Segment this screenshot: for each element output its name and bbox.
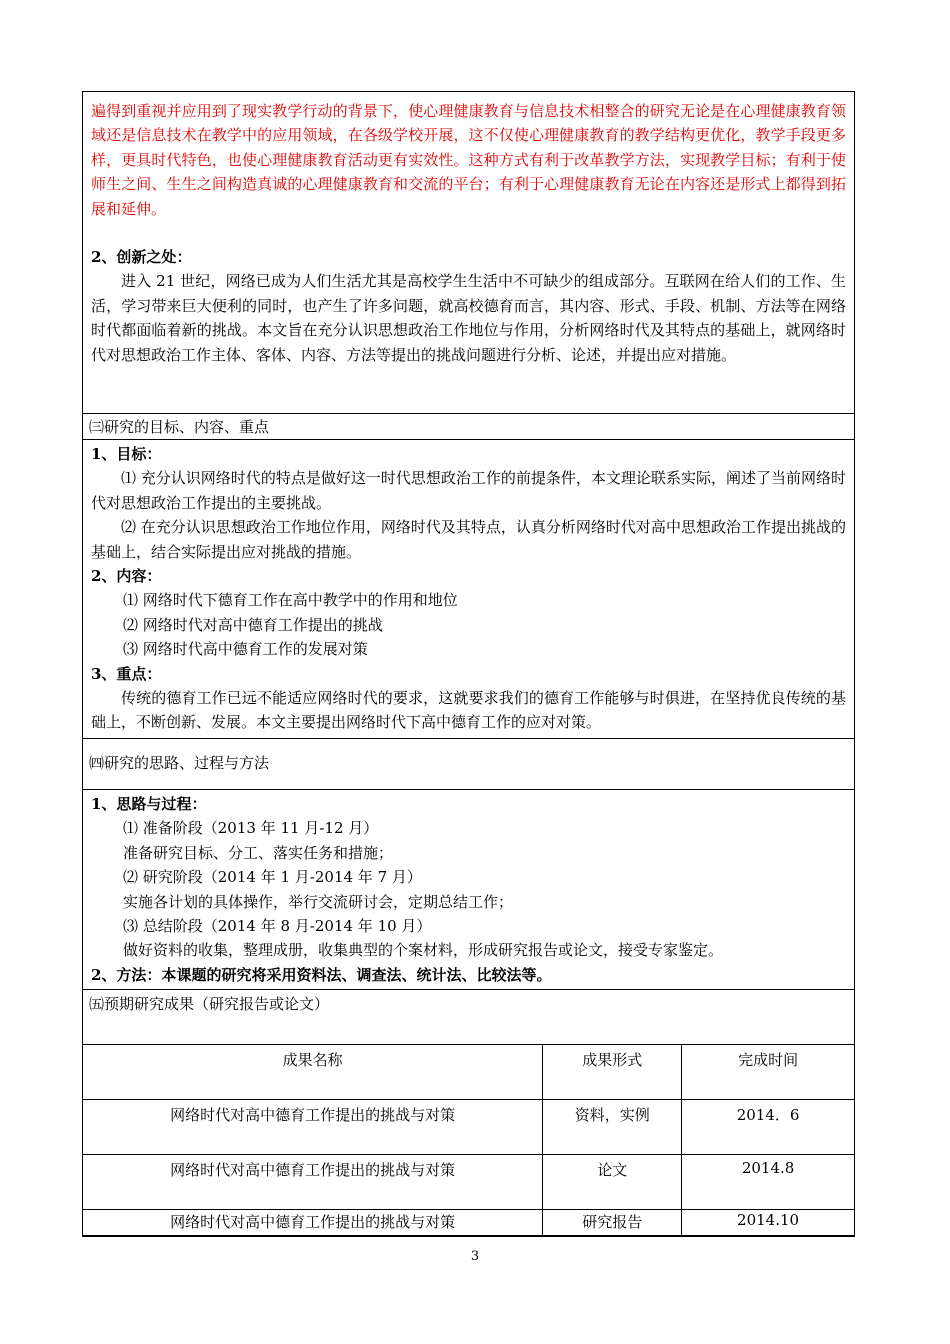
- table-header-row: [83, 1045, 855, 1100]
- innovation-heading: 2、创新之处：: [91, 248, 192, 267]
- process-step: ⑵ 研究阶段（2014 年 1 月-2014 年 7 月）: [123, 868, 422, 887]
- header-cell: 成果形式: [543, 1045, 682, 1100]
- application-form-table: [82, 91, 855, 1236]
- goal-heading: 1、目标：: [91, 445, 162, 463]
- section-5-title-cell: [83, 990, 854, 1045]
- intro-paragraph: 遍得到重视并应用到了现实教学行动的背景下，使心理健康教育与信息技术相整合的研究无论是在心理健康教育领域还是信息技术在教学中的应用领域，在各级学校开展，这不仅使心理健康教育的教学结构更优化，教学手段更多样，更具时代特色，也使心理健康教育活动更有实效性。这种方式有利于改革教学方法，实现教学目标；有利于使师生之间、生生之间构造真诚的心理健康教育和交流的平台；有利于心理健康教育无论在内容还是形式上都得到拓展和延伸。: [91, 102, 846, 218]
- result-form-cell: 论文: [543, 1155, 682, 1210]
- table-row: [83, 1210, 855, 1237]
- process-step: 做好资料的收集，整理成册，收集典型的个案材料，形成研究报告或论文，接受专家鉴定。: [123, 941, 724, 960]
- content-item: ⑵ 网络时代对高中德育工作提出的挑战: [123, 615, 383, 634]
- table-row: [83, 1155, 855, 1210]
- innovation-body: 进入 21 世纪，网络已成为人们生活尤其是高校学生生活中不可缺少的组成部分。互联网在给人们的工作、生活，学习带来巨大便利的同时，也产生了许多问题，就高校德育而言，其内容、形式、手段、机制、方法等在网络时代都面临着新的挑战。本文旨在充分认识思想政治工作地位与作用，分析网络时代及其特点的基础上，就网络时代对思想政治工作主体、客体、内容、方法等提出的挑战问题进行分析、论述，并提出应对措施。: [91, 272, 846, 364]
- result-form-cell: 研究报告: [543, 1210, 682, 1237]
- method-line: 2、方法：本课题的研究将采用资料法、调查法、统计法、比较法等。: [91, 965, 552, 984]
- result-name-cell: 网络时代对高中德育工作提出的挑战与对策: [83, 1210, 543, 1237]
- background-innovation-cell: [83, 92, 854, 414]
- page-number: 3: [470, 1249, 480, 1264]
- goal-item: ⑵ 在充分认识思想政治工作地位作用，网络时代及其特点，认真分析网络时代对高中思想政治工作提出挑战的基础上，结合实际提出应对挑战的措施。: [91, 518, 846, 561]
- result-name-cell: 网络时代对高中德育工作提出的挑战与对策: [83, 1155, 543, 1210]
- process-step: 实施各计划的具体操作，举行交流研讨会，定期总结工作；: [123, 892, 514, 911]
- header-cell: 成果名称: [83, 1045, 543, 1100]
- content-item: ⑶ 网络时代高中德育工作的发展对策: [123, 640, 368, 659]
- section-4-title: ㈣研究的思路、过程与方法: [89, 754, 270, 772]
- section-4-title-cell: [83, 739, 854, 790]
- section-3-title: ㈢研究的目标、内容、重点: [89, 418, 270, 436]
- section-4-content-cell: [83, 790, 854, 990]
- result-date-cell: 2014.8: [682, 1155, 855, 1210]
- result-name-cell: 网络时代对高中德育工作提出的挑战与对策: [83, 1100, 543, 1155]
- section-3-content-cell: [83, 440, 854, 739]
- process-step: ⑴ 准备阶段（2013 年 11 月-12 月）: [123, 819, 379, 838]
- process-heading: 1、思路与过程：: [91, 795, 207, 813]
- result-date-cell: 2014．6: [682, 1100, 855, 1155]
- header-cell: 完成时间: [682, 1045, 855, 1100]
- focus-body: 传统的德育工作已远不能适应网络时代的要求，这就要求我们的德育工作能够与时俱进，在坚持优良传统的基础上，不断创新、发展。本文主要提出网络时代下高中德育工作的应对对策。: [91, 689, 846, 732]
- table-row: [83, 1100, 855, 1155]
- result-form-cell: 资料，实例: [543, 1100, 682, 1155]
- content-item: ⑴ 网络时代下德育工作在高中教学中的作用和地位: [123, 591, 458, 610]
- goal-item: ⑴ 充分认识网络时代的特点是做好这一时代思想政治工作的前提条件，本文理论联系实际，阐述了当前网络时代对思想政治工作提出的主要挑战。: [91, 469, 846, 512]
- process-step: ⑶ 总结阶段（2014 年 8 月-2014 年 10 月）: [123, 917, 432, 936]
- section-5-title: ㈤预期研究成果（研究报告或论文）: [89, 995, 330, 1013]
- results-table: [82, 1044, 855, 1237]
- section-3-title-cell: [83, 414, 854, 440]
- process-step: 准备研究目标、分工、落实任务和措施；: [123, 843, 394, 862]
- focus-heading: 3、重点：: [91, 664, 162, 683]
- result-date-cell: 2014.10: [682, 1210, 855, 1237]
- content-heading: 2、内容：: [91, 567, 162, 586]
